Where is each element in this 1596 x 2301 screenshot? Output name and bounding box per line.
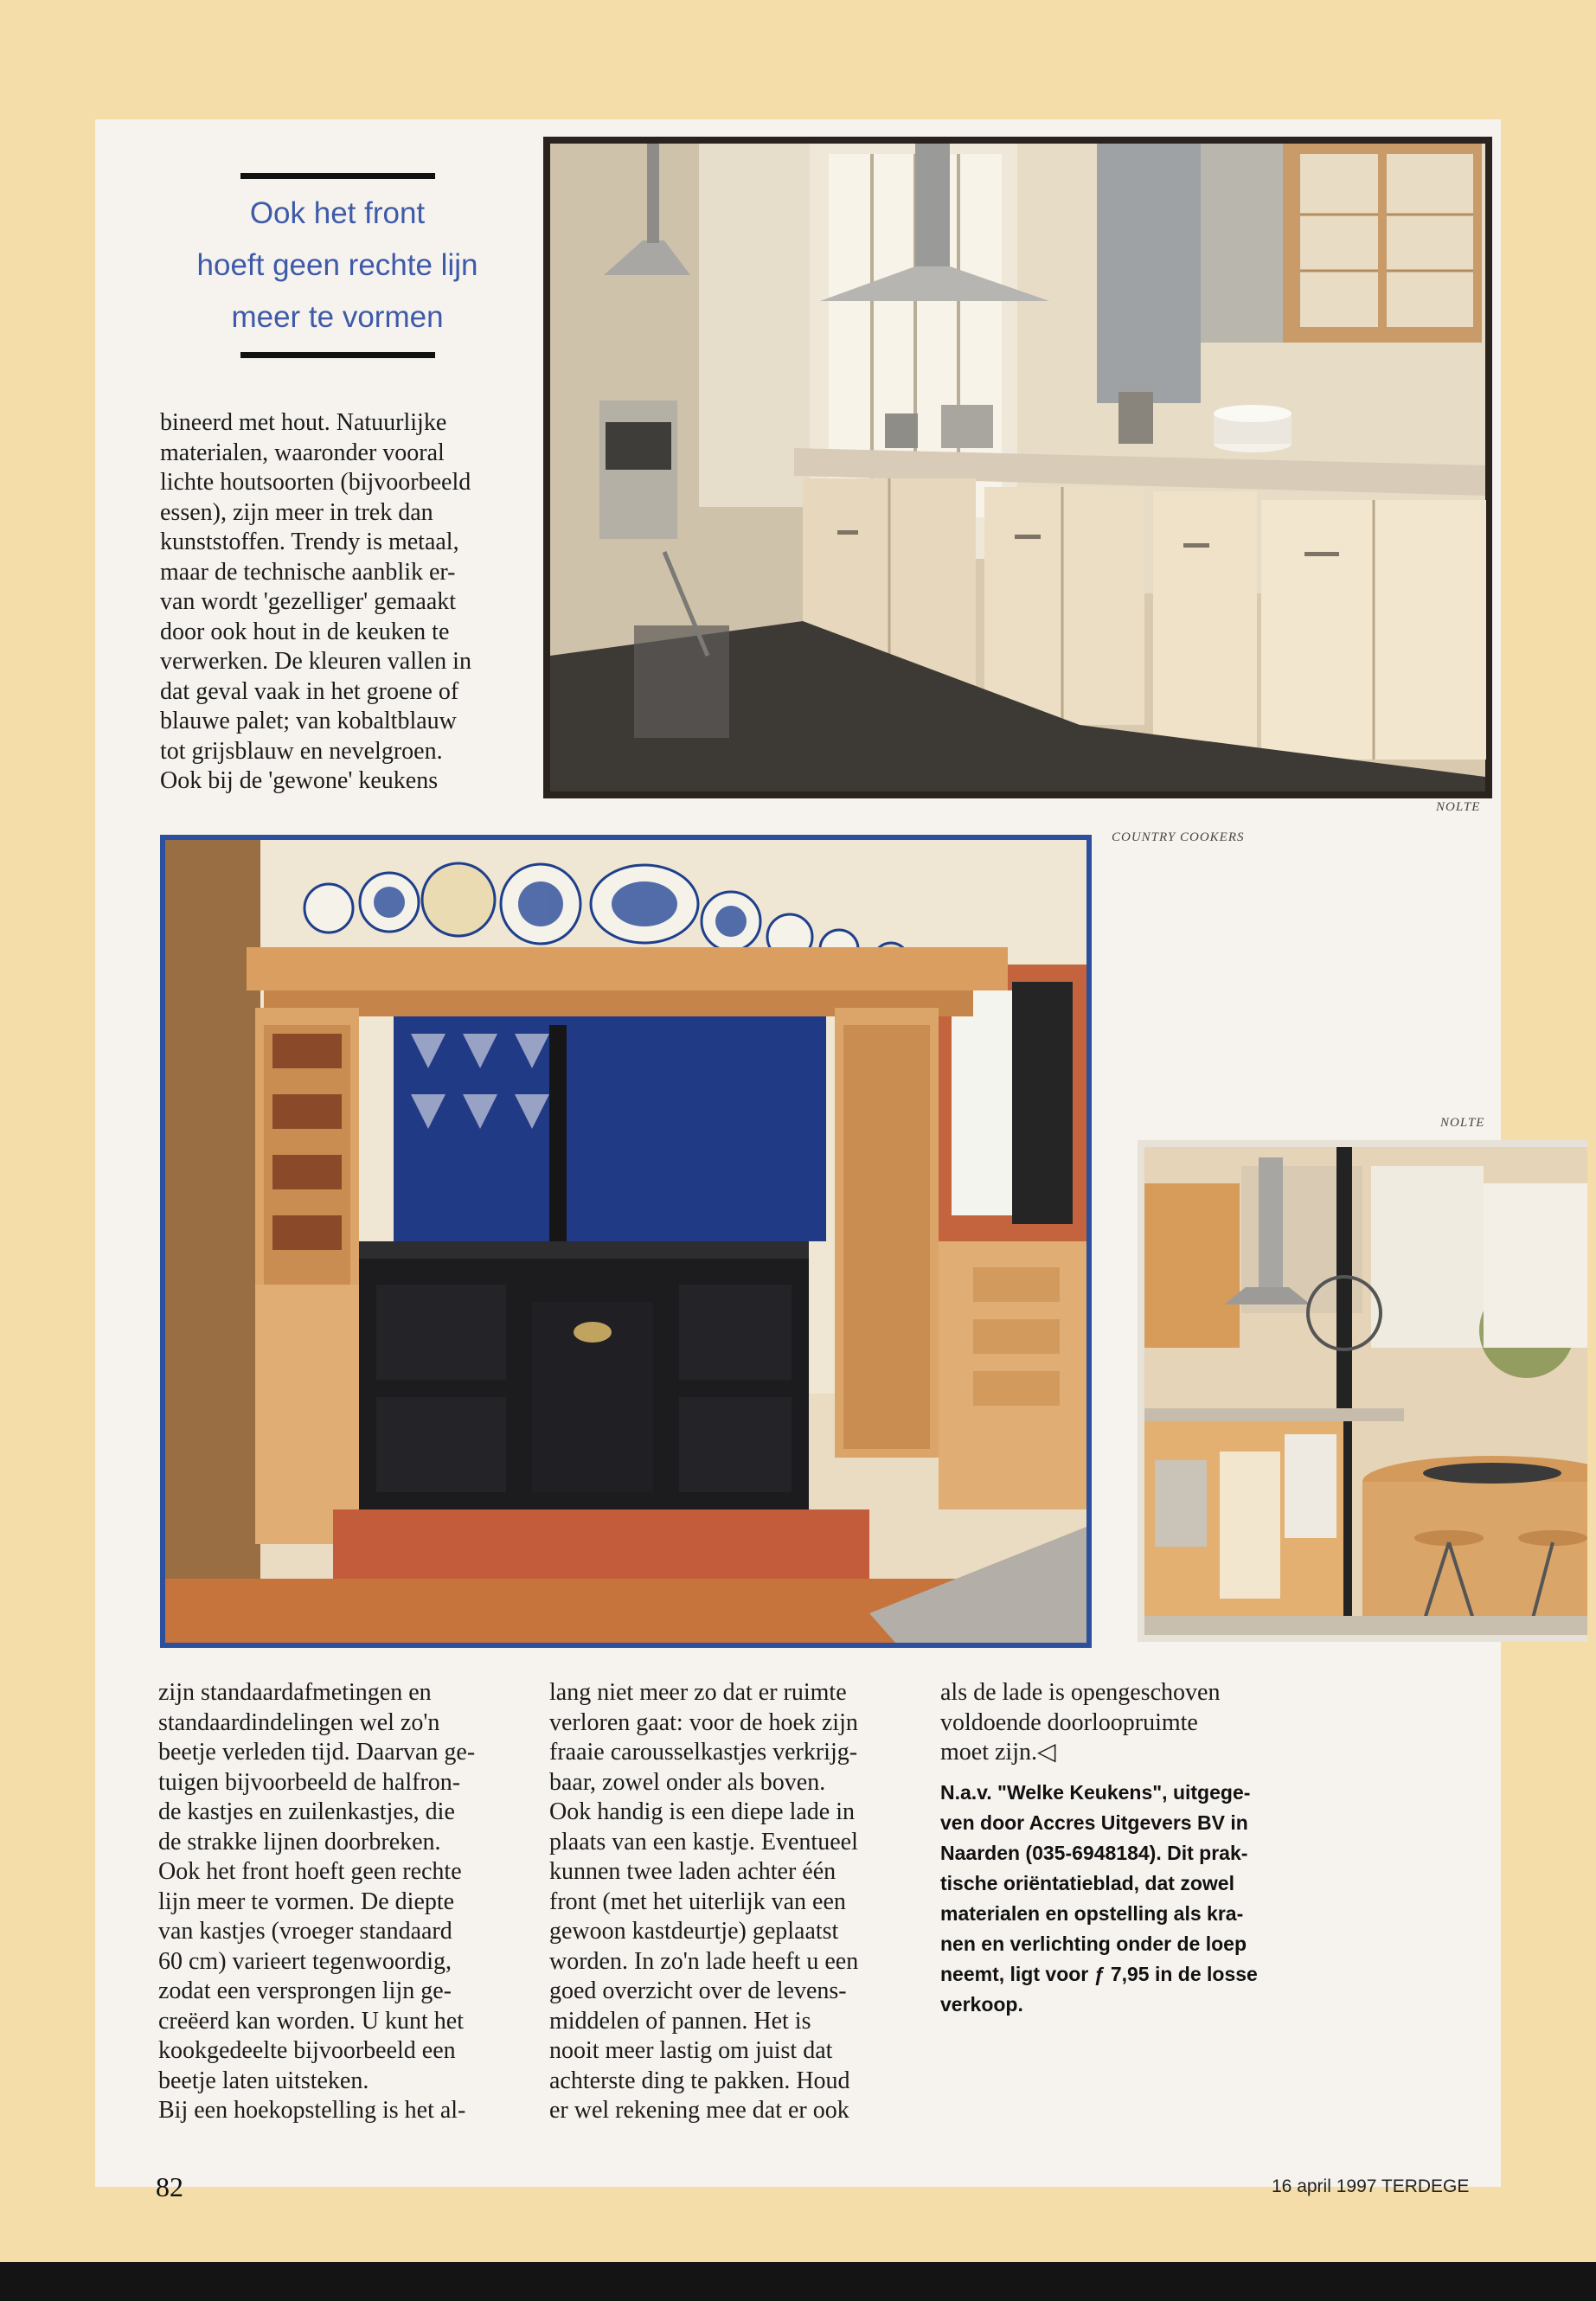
text-line: Ook het front hoeft geen rechte (158, 1858, 462, 1885)
text-line: kookgedeelte bijvoorbeeld een (158, 2037, 456, 2064)
text-line: Bij een hoekopstelling is het al- (158, 2097, 466, 2124)
page-number: 82 (156, 2171, 183, 2202)
kitchen-photo-top (543, 137, 1492, 798)
pull-quote-line: hoeft geen rechte lijn (196, 248, 478, 282)
kitchen-photo-island (1138, 1140, 1587, 1642)
text-line: worden. In zo'n lade heeft u een (549, 1947, 859, 1975)
source-note-line: verkoop. (940, 1993, 1023, 2016)
source-note-line: Naarden (035-6948184). Dit prak- (940, 1842, 1248, 1864)
text-line: beetje laten uitsteken. (158, 2067, 369, 2094)
text-line: creëerd kan worden. U kunt het (158, 2007, 464, 2035)
source-note (940, 1778, 1321, 2020)
text-line: middelen of pannen. Het is (549, 2007, 811, 2035)
text-line: kunststoffen. Trendy is metaal, (160, 529, 459, 555)
text-line: front (met het uiterlijk van een (549, 1888, 846, 1915)
kitchen-photo-country (160, 835, 1092, 1648)
text-line: fraaie carousselkastjes verkrijg- (549, 1739, 858, 1766)
text-line: zijn standaardafmetingen en (158, 1679, 432, 1706)
column-1 (158, 1678, 475, 2126)
text-line: essen), zijn meer in trek dan (160, 498, 433, 526)
text-line: verwerken. De kleuren vallen in (160, 648, 471, 675)
text-line: er wel rekening mee dat er ook (549, 2097, 849, 2124)
text-line: moet zijn.◁ (940, 1739, 1056, 1766)
text-line: materialen, waaronder vooral (160, 439, 445, 466)
text-line: dat geval vaak in het groene of (160, 677, 459, 705)
scan-edge (0, 2262, 1596, 2301)
photo-credit: NOLTE (1436, 800, 1481, 814)
pull-quote (147, 173, 528, 358)
text-line: door ook hout in de keuken te (160, 618, 450, 645)
text-line: van kastjes (vroeger standaard (158, 1918, 452, 1945)
pull-quote-line: Ook het front (249, 196, 426, 230)
text-line: bineerd met hout. Natuurlijke (160, 409, 447, 436)
source-note-line: ven door Accres Uitgevers BV in (940, 1811, 1248, 1834)
text-line: nooit meer lastig om juist dat (549, 2037, 833, 2064)
text-line: tuigen bijvoorbeeld de halfron- (158, 1768, 461, 1796)
pull-quote-line: meer te vormen (231, 300, 444, 334)
text-line: lang niet meer zo dat er ruimte (549, 1679, 847, 1706)
pull-quote-rule-bottom (240, 352, 435, 358)
source-note-line: neemt, ligt voor ƒ 7,95 in de losse (940, 1963, 1258, 1985)
text-line: blauwe palet; van kobaltblauw (160, 708, 457, 734)
text-line: voldoende doorloopruimte (940, 1708, 1198, 1736)
column-3 (940, 1678, 1220, 1768)
text-line: Ook handig is een diepe lade in (549, 1798, 856, 1825)
text-line: lichte houtsoorten (bijvoorbeeld (160, 469, 471, 496)
text-line: 60 cm) varieert tegenwoordig, (158, 1947, 452, 1975)
column-2 (549, 1678, 858, 2126)
text-line: goed overzicht over de levens- (549, 1977, 847, 2004)
photo-credit: NOLTE (1440, 1116, 1485, 1130)
issue-footer: 16 april 1997 TERDEGE (1272, 2176, 1470, 2196)
text-line: verloren gaat: voor de hoek zijn (549, 1708, 858, 1736)
text-line: baar, zowel onder als boven. (549, 1768, 826, 1796)
column-top (160, 408, 471, 797)
text-line: van wordt 'gezelliger' gemaakt (160, 588, 457, 615)
pull-quote-rule-top (240, 173, 435, 179)
text-line: de kastjes en zuilenkastjes, die (158, 1798, 455, 1825)
text-line: standaardindelingen wel zo'n (158, 1708, 440, 1736)
text-line: als de lade is opengeschoven (940, 1679, 1221, 1706)
text-line: kunnen twee laden achter één (549, 1858, 836, 1885)
text-line: gewoon kastdeurtje) geplaatst (549, 1918, 839, 1945)
source-note-line: N.a.v. "Welke Keukens", uitgege- (940, 1781, 1251, 1804)
source-note-line: nen en verlichting onder de loep (940, 1932, 1247, 1955)
text-line: tot grijsblauw en nevelgroen. (160, 737, 443, 765)
source-note-line: materialen en opstelling als kra- (940, 1902, 1244, 1925)
text-line: achterste ding te pakken. Houd (549, 2067, 850, 2094)
text-line: plaats van een kastje. Eventueel (549, 1828, 858, 1856)
text-line: beetje verleden tijd. Daarvan ge- (158, 1739, 476, 1766)
text-line: maar de technische aanblik er- (160, 558, 456, 586)
text-line: zodat een versprongen lijn ge- (158, 1977, 452, 2004)
text-line: Ook bij de 'gewone' keukens (160, 767, 439, 794)
text-line: lijn meer te vormen. De diepte (158, 1888, 455, 1915)
source-note-line: tische oriëntatieblad, dat zowel (940, 1872, 1234, 1894)
text-line: de strakke lijnen doorbreken. (158, 1828, 441, 1856)
photo-credit: COUNTRY COOKERS (1112, 830, 1245, 844)
